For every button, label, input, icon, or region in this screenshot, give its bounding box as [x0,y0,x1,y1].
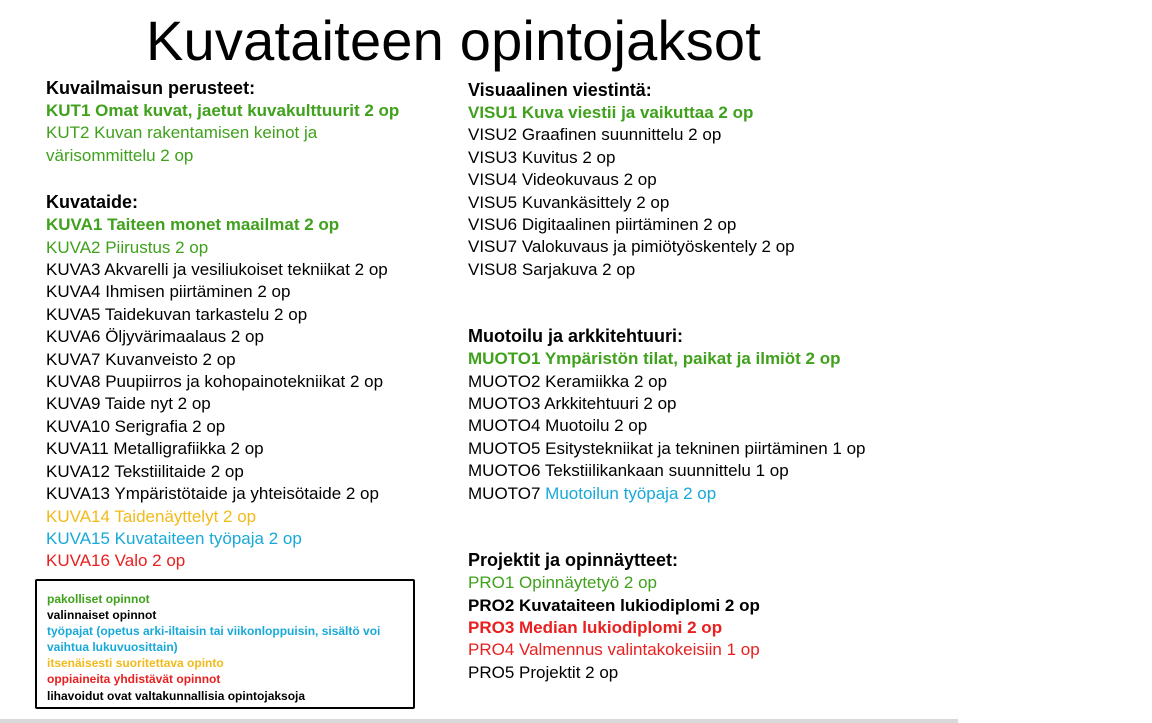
course-item: PRO1 Opinnäytetyö 2 op [468,573,658,593]
section-spacer [468,281,865,325]
legend-entry: työpajat (opetus arki-iltaisin tai viikonloppuisin, sisältö voi vaihtua lukuvuosittain) [47,624,381,655]
course-item: KUVA14 Taidenäyttelyt 2 op [46,506,257,526]
section-spacer [46,167,399,191]
legend-entry: pakolliset opinnot [47,592,150,606]
course-item: PRO5 Projektit 2 op [468,662,619,682]
legend-entry: oppiaineita yhdistävät opinnot [47,672,221,687]
course-list-muoto [468,348,865,482]
course-item: KUT1 Omat kuvat, jaetut kuvakulttuurit 2 op [46,101,400,120]
course-item: VISU2 Graafinen suunnittelu 2 op [468,125,722,145]
course-item: VISU7 Valokuvaus ja pimiötyöskentely 2 op [468,237,795,257]
section-heading-kuvataide: Kuvataide: [46,192,139,213]
section-heading-kuvailmaisu: Kuvailmaisun perusteet: [46,78,256,98]
course-item: VISU5 Kuvankäsittely 2 op [468,192,670,212]
course-item: MUOTO3 Arkkitehtuuri 2 op [468,394,677,414]
course-item: KUT2 Kuvan rakentamisen keinot ja [46,123,318,143]
course-item: VISU8 Sarjakuva 2 op [468,259,636,279]
course-list-visu [468,102,865,281]
course-item: KUVA3 Akvarelli ja vesiliukoiset tekniikat 2 op [46,260,388,280]
legend-entry: lihavoidut ovat valtakunnallisia opintojaksoja [47,688,306,703]
course-list-pro [468,572,865,684]
course-list-kuvailmaisu [46,100,399,167]
section-heading-visu: Visuaalinen viestintä: [468,80,652,100]
course-item: MUOTO2 Keramiikka 2 op [468,371,668,391]
course-item: KUVA15 Kuvataiteen työpaja 2 op [46,528,302,548]
course-item: KUVA2 Piirustus 2 op [46,237,209,257]
course-item: MUOTO5 Esitystekniikat ja tekninen piirtäminen 1 op [468,438,866,458]
course-item: KUVA12 Tekstiilitaide 2 op [46,461,244,481]
course-item: MUOTO6 Tekstiilikankaan suunnittelu 1 op [468,461,789,481]
course-item: PRO2 Kuvataiteen lukiodiplomi 2 op [468,595,760,615]
legend-entry: valinnaiset opinnot [47,608,157,623]
course-item: KUVA6 Öljyvärimaalaus 2 op [46,327,264,347]
section-spacer [468,505,865,549]
legend-entry: itsenäisesti suoritettava opinto [47,656,224,671]
course-item: VISU6 Digitaalinen piirtäminen 2 op [468,215,737,235]
course-item: KUVA16 Valo 2 op [46,551,186,571]
course-item: VISU4 Videokuvaus 2 op [468,170,657,190]
section-heading-muoto: Muotoilu ja arkkitehtuuri: [468,326,684,347]
course-item: PRO4 Valmennus valintakokeisiin 1 op [468,640,760,660]
course-item: KUVA8 Puupiirros ja kohopainotekniikat 2 op [46,372,384,392]
course-item: PRO3 Median lukiodiplomi 2 op [468,617,723,637]
course-item: KUVA10 Serigrafia 2 op [46,416,226,436]
right-column [468,79,865,684]
course-item: KUVA7 Kuvanveisto 2 op [46,349,236,369]
page-title: Kuvataiteen opintojaksot [146,9,762,72]
course-item: KUVA5 Taidekuvan tarkastelu 2 op [46,304,308,324]
course-item: VISU1 Kuva viestii ja vaikuttaa 2 op [468,103,754,122]
course-list-kuvataide [46,214,399,573]
course-item: KUVA4 Ihmisen piirtäminen 2 op [46,282,291,302]
course-item: KUVA13 Ympäristötaide ja yhteisötaide 2 op [46,484,379,504]
course-item: KUVA11 Metalligrafiikka 2 op [46,439,264,459]
course-item: MUOTO1 Ympäristön tilat, paikat ja ilmiöt 2 op [468,349,841,369]
course-item: MUOTO4 Muotoilu 2 op [468,416,648,436]
course-item-muoto7 [468,483,865,505]
course-item: värisommittelu 2 op [46,145,194,165]
course-code-muoto7: MUOTO7 [468,483,541,503]
course-name-muoto7: Muotoilun työpaja 2 op [545,483,717,503]
section-heading-pro: Projektit ja opinnäytteet: [468,550,679,571]
page-bottom-edge [0,719,958,723]
course-item: KUVA1 Taiteen monet maailmat 2 op [46,215,340,235]
course-item: VISU3 Kuvitus 2 op [468,147,616,167]
color-legend-box [35,579,415,709]
course-item: KUVA9 Taide nyt 2 op [46,394,211,414]
left-column [46,77,399,573]
